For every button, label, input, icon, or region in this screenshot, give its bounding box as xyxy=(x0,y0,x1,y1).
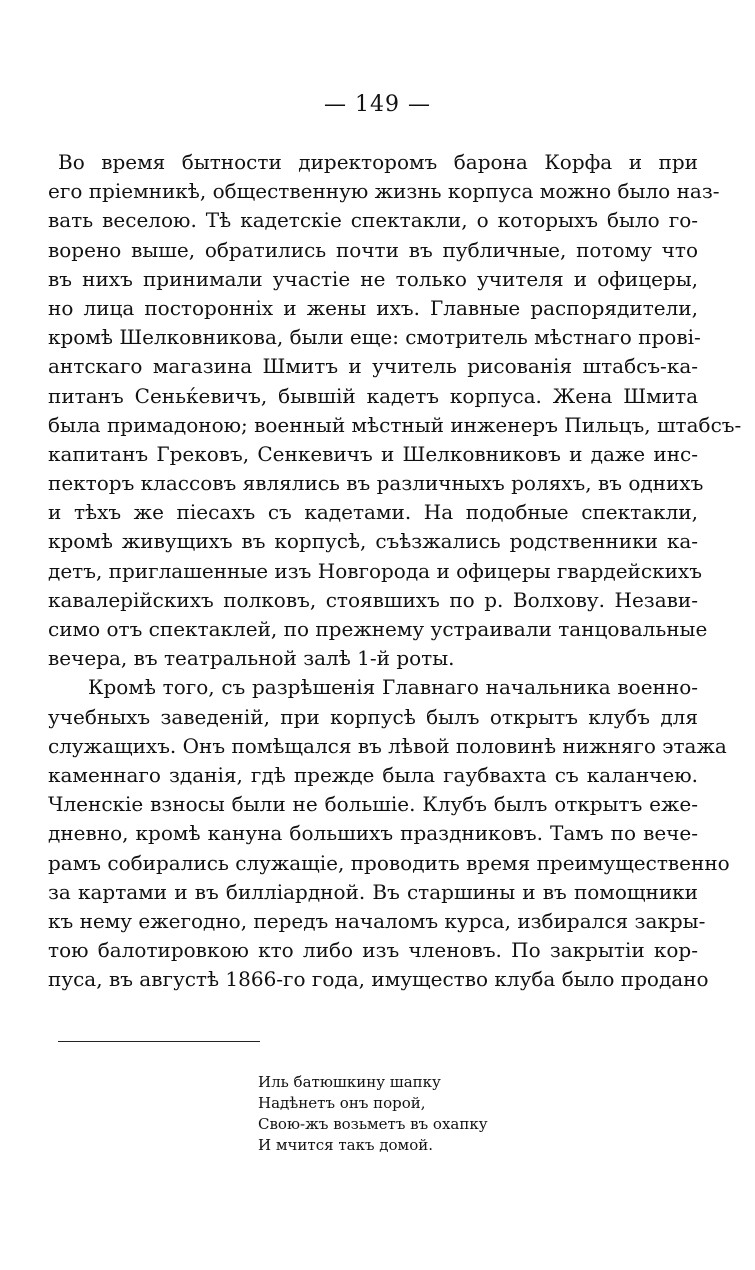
footnote-line: И мчится такъ домой. xyxy=(258,1136,434,1154)
text-line: антскаго магазина Шмитъ и учитель рисованія штабсъ-ка- xyxy=(48,354,698,379)
text-line: Во время бытности директоромъ барона Корфа и при xyxy=(58,150,698,174)
text-line: пекторъ классовъ являлись въ различныхъ роляхъ, въ однихъ xyxy=(48,471,704,496)
text-line: вечера, въ театральной залѣ 1-й роты. xyxy=(48,646,455,671)
footnote-line: Иль батюшкину шапку xyxy=(258,1073,441,1091)
text-line: была примадоною; военный мѣстный инженеръ Пильцъ, штабсъ- xyxy=(48,412,742,437)
text-line: пуса, въ августѣ 1866-го года, имущество клуба было продано xyxy=(48,967,709,992)
text-line: питанъ Сеньќевичъ, бывшій кадетъ корпуса. Жена Шмита xyxy=(48,383,698,408)
page-number: — 149 — xyxy=(324,92,431,117)
text-line: кромѣ живущихъ въ корпусѣ, съѣзжались родственники ка- xyxy=(48,529,698,554)
text-line: вать веселою. Тѣ кадетскіе спектакли, о которыхъ было го- xyxy=(48,208,698,233)
text-line: учебныхъ заведеній, при корпусѣ былъ открытъ клубъ для xyxy=(48,704,698,729)
text-line: за картами и въ билліардной. Въ старшины и въ помощники xyxy=(48,879,698,904)
text-line: кромѣ Шелковникова, были еще: смотритель мѣстнаго прові- xyxy=(48,325,701,350)
text-line: кавалерійскихъ полковъ, стоявшихъ по р. Волхову. Незави- xyxy=(48,587,698,612)
text-line: каменнаго зданія, гдѣ прежде была гаубвахта съ каланчею. xyxy=(48,762,698,787)
text-line: ворено выше, обратились почти въ публичные, потому что xyxy=(48,237,698,262)
text-line: тою балотировкою кто либо изъ членовъ. По закрытіи кор- xyxy=(48,938,698,963)
text-line: детъ, приглашенные изъ Новгорода и офицеры гвардейскихъ xyxy=(48,558,702,583)
text-line: служащихъ. Онъ помѣщался въ лѣвой половинѣ нижняго этажа xyxy=(48,733,727,758)
body-text xyxy=(48,148,742,994)
footnote-divider xyxy=(58,1041,260,1042)
footnote-line: Свою-жъ возьметъ въ охапку xyxy=(258,1115,488,1133)
text-line: но лица посторонніх и жены ихъ. Главные распорядители, xyxy=(48,295,698,320)
text-line: и тѣхъ же піесахъ съ кадетами. На подобные спектакли, xyxy=(48,500,698,525)
text-line: рамъ собирались служащіе, проводить время преимущественно xyxy=(48,850,730,875)
footnote-line: Надѣнетъ онъ порой, xyxy=(258,1094,426,1112)
text-line: Кромѣ того, съ разрѣшенія Главнаго начальника военно- xyxy=(88,675,698,700)
text-line: капитанъ Грековъ, Сенкевичъ и Шелковниковъ и даже инс- xyxy=(48,441,698,466)
text-line: въ нихъ принимали участіе не только учителя и офицеры, xyxy=(48,266,698,291)
footnote-verse xyxy=(258,1072,558,1156)
text-line: дневно, кромѣ кануна большихъ праздниковъ. Тамъ по вече- xyxy=(48,821,698,846)
text-line: его пріемникѣ, общественную жизнь корпуса можно было наз- xyxy=(48,179,720,204)
text-line: къ нему ежегодно, передъ началомъ курса, избирался закры- xyxy=(48,908,706,933)
text-line: симо отъ спектаклей, по прежнему устраивали танцовальные xyxy=(48,617,708,641)
text-line: Членскіе взносы были не большіе. Клубъ былъ открытъ еже- xyxy=(48,792,698,817)
